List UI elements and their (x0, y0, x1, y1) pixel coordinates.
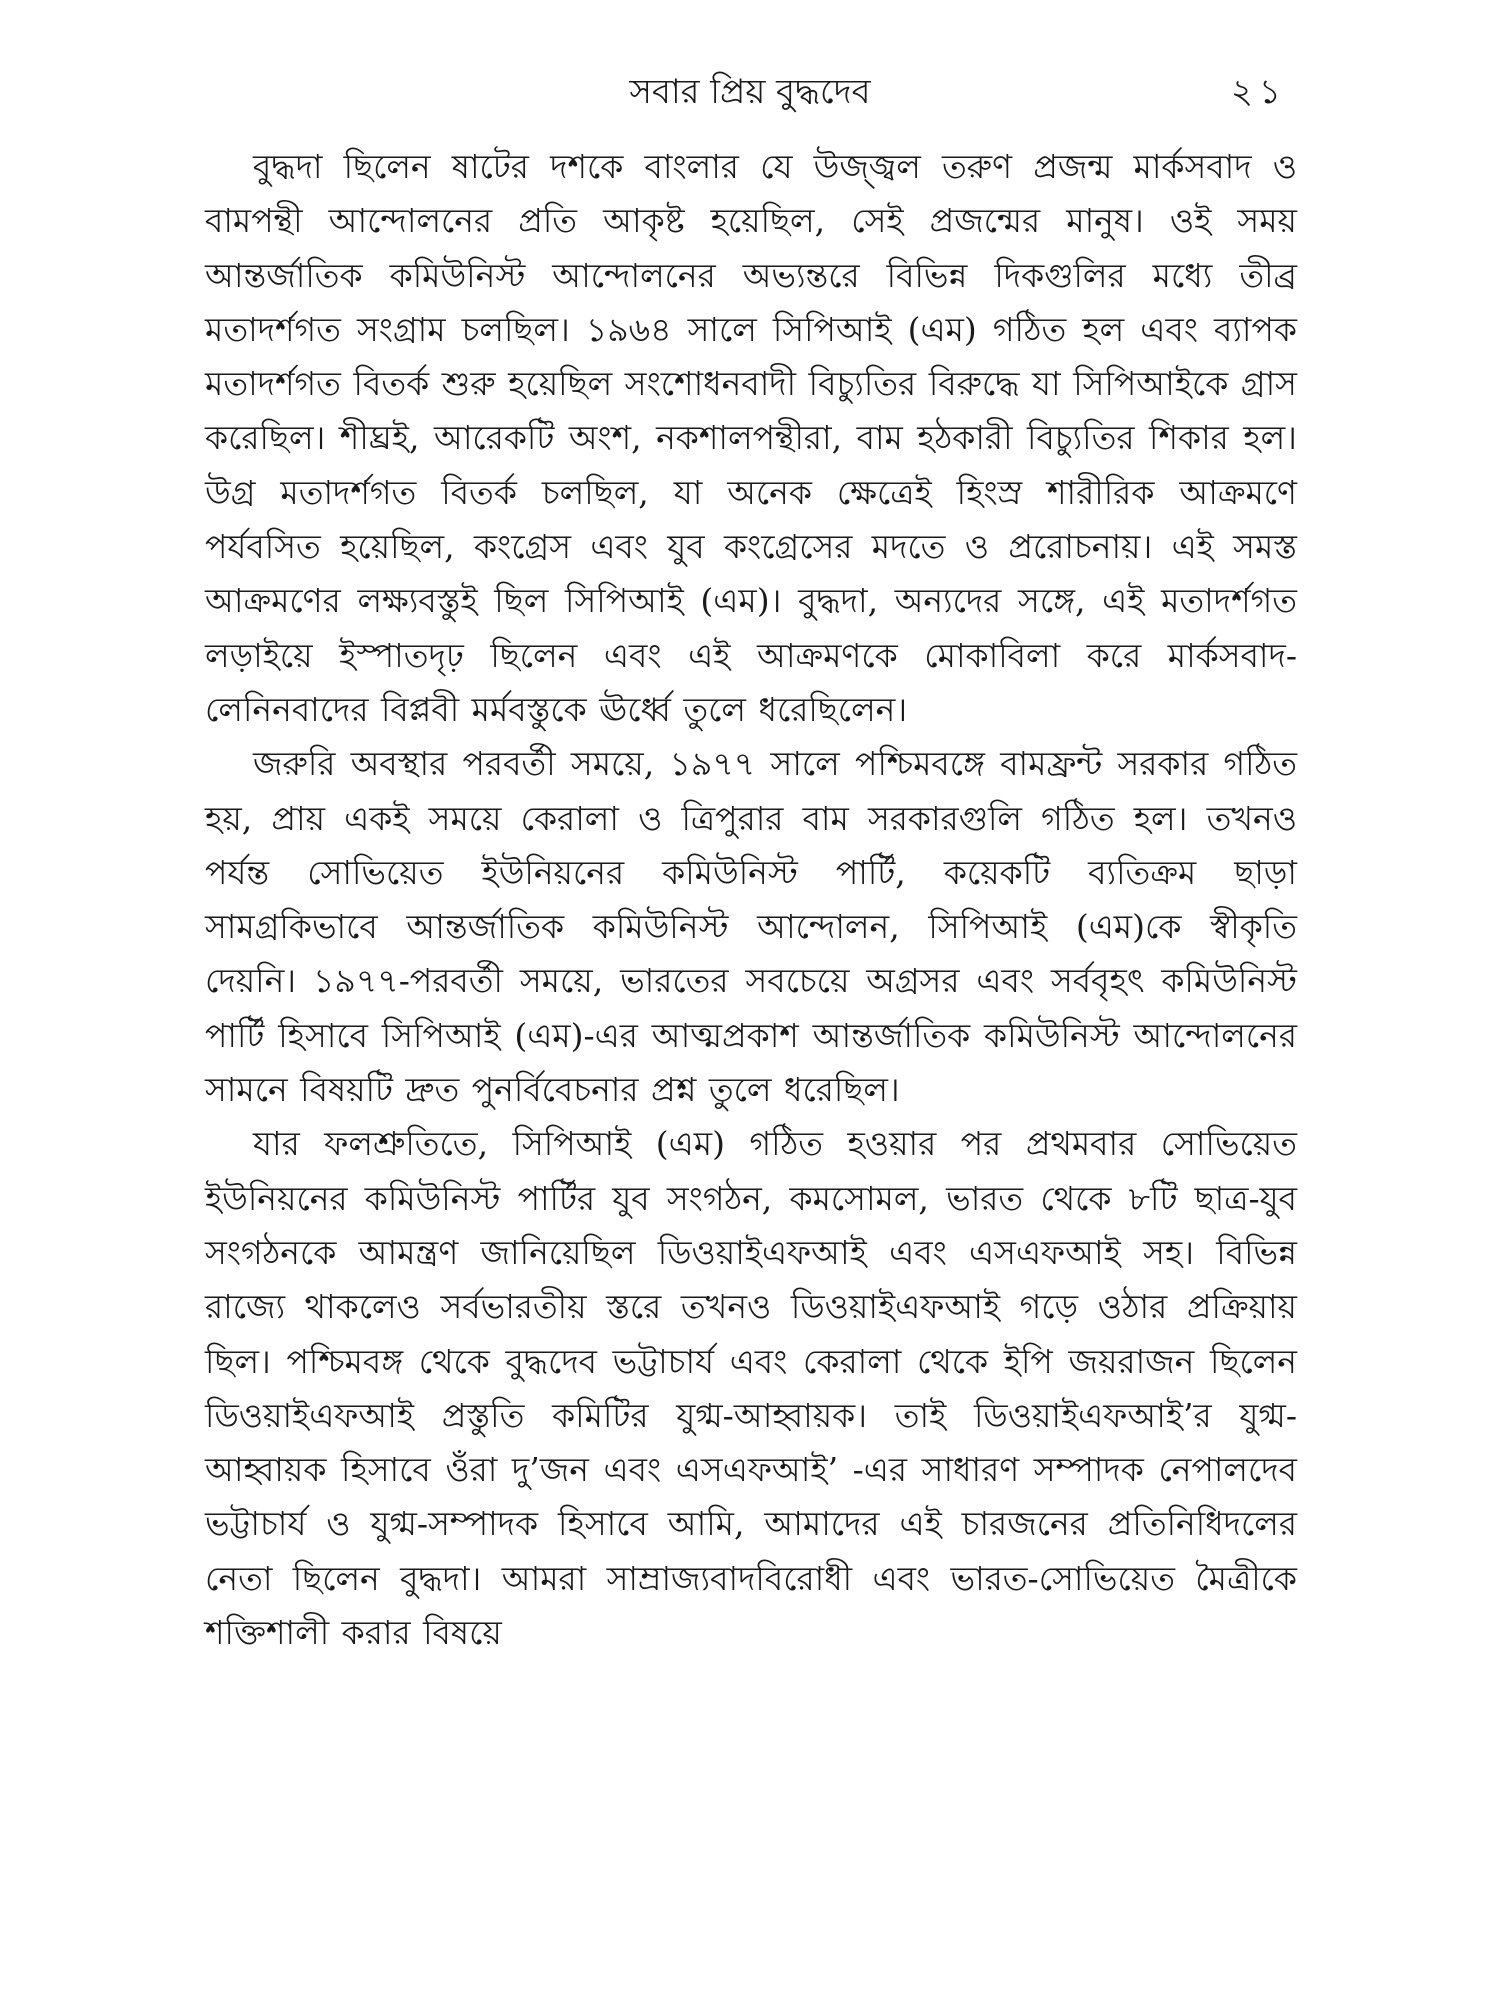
paragraph-1: বুদ্ধদা ছিলেন ষাটের দশকে বাংলার যে উজ্জ্বল তরুণ প্রজন্ম মার্কসবাদ ও বামপন্থী আন্দোলনের প্রতি আকৃষ্ট হয়েছিল, সেই প্রজন্মের মানুষ। ওই সময় আন্তর্জাতিক কমিউনিস্ট আন্দোলনের অভ্যন্তরে বিভিন্ন দিকগুলির মধ্যে তীব্র মতাদর্শগত সংগ্রাম চলছিল। ১৯৬৪ সালে সিপিআই (এম) গঠিত হল এবং ব্যাপক মতাদর্শগত বিতর্ক শুরু হয়েছিল সংশোধনবাদী বিচ্যুতির বিরুদ্ধে যা সিপিআইকে গ্রাস করেছিল। শীঘ্রই, আরেকটি অংশ, নকশালপন্থীরা, বাম হঠকারী বিচ্যুতির শিকার হল। উগ্র মতাদর্শগত বিতর্ক চলছিল, যা অনেক ক্ষেত্রেই হিংস্র শারীরিক আক্রমণে পর্যবসিত হয়েছিল, কংগ্রেস এবং যুব কংগ্রেসের মদতে ও প্ররোচনায়। এই সমস্ত আক্রমণের লক্ষ্যবস্তুই ছিল সিপিআই (এম)। বুদ্ধদা, অন্যদের সঙ্গে, এই মতাদর্শগত লড়াইয়ে ইস্পাতদৃঢ় ছিলেন এবং এই আক্রমণকে মোকাবিলা করে মার্কসবাদ-লেনিনবাদের বিপ্লবী মর্মবস্তুকে ঊর্ধ্বে তুলে ধরেছিলেন। (205, 147, 1297, 729)
page-number: ২১ (1230, 72, 1287, 112)
running-header (205, 62, 1295, 122)
body-text (205, 140, 1297, 1660)
running-title: সবার প্রিয় বুদ্ধদেব (629, 72, 871, 112)
paragraph-3: যার ফলশ্রুতিতে, সিপিআই (এম) গঠিত হওয়ার পর প্রথমবার সোভিয়েত ইউনিয়নের কমিউনিস্ট পার্টির যুব সংগঠন, কমসোমল, ভারত থেকে ৮টি ছাত্র-যুব সংগঠনকে আমন্ত্রণ জানিয়েছিল ডিওয়াইএফআই এবং এসএফআই সহ। বিভিন্ন রাজ্যে থাকলেও সর্বভারতীয় স্তরে তখনও ডিওয়াইএফআই গড়ে ওঠার প্রক্রিয়ায় ছিল। পশ্চিমবঙ্গ থেকে বুদ্ধদেব ভট্টাচার্য এবং কেরালা থেকে ইপি জয়রাজন ছিলেন ডিওয়াইএফআই প্রস্তুতি কমিটির যুগ্ম-আহ্বায়ক। তাই ডিওয়াইএফআই’র যুগ্ম-আহ্বায়ক হিসাবে ওঁরা দু’জন এবং এসএফআই’ -এর সাধারণ সম্পাদক নেপালদেব ভট্টাচার্য ও যুগ্ম-সম্পাদক হিসাবে আমি, আমাদের এই চারজনের প্রতিনিধিদলের নেতা ছিলেন বুদ্ধদা। আমরা সাম্রাজ্যবাদবিরোধী এবং ভারত-সোভিয়েত মৈত্রীকে শক্তিশালী করার বিষয়ে (205, 1124, 1297, 1653)
paragraph-2: জরুরি অবস্থার পরবর্তী সময়ে, ১৯৭৭ সালে পশ্চিমবঙ্গে বামফ্রন্ট সরকার গঠিত হয়, প্রায় একই সময়ে কেরালা ও ত্রিপুরার বাম সরকারগুলি গঠিত হল। তখনও পর্যন্ত সোভিয়েত ইউনিয়নের কমিউনিস্ট পার্টি, কয়েকটি ব্যতিক্রম ছাড়া সামগ্রকিভাবে আন্তর্জাতিক কমিউনিস্ট আন্দোলন, সিপিআই (এম)কে স্বীকৃতি দেয়নি। ১৯৭৭-পরবর্তী সময়ে, ভারতের সবচেয়ে অগ্রসর এবং সর্ববৃহৎ কমিউনিস্ট পার্টি হিসাবে সিপিআই (এম)-এর আত্মপ্রকাশ আন্তর্জাতিক কমিউনিস্ট আন্দোলনের সামনে বিষয়টি দ্রুত পুনর্বিবেচনার প্রশ্ন তুলে ধরেছিল। (205, 744, 1297, 1110)
